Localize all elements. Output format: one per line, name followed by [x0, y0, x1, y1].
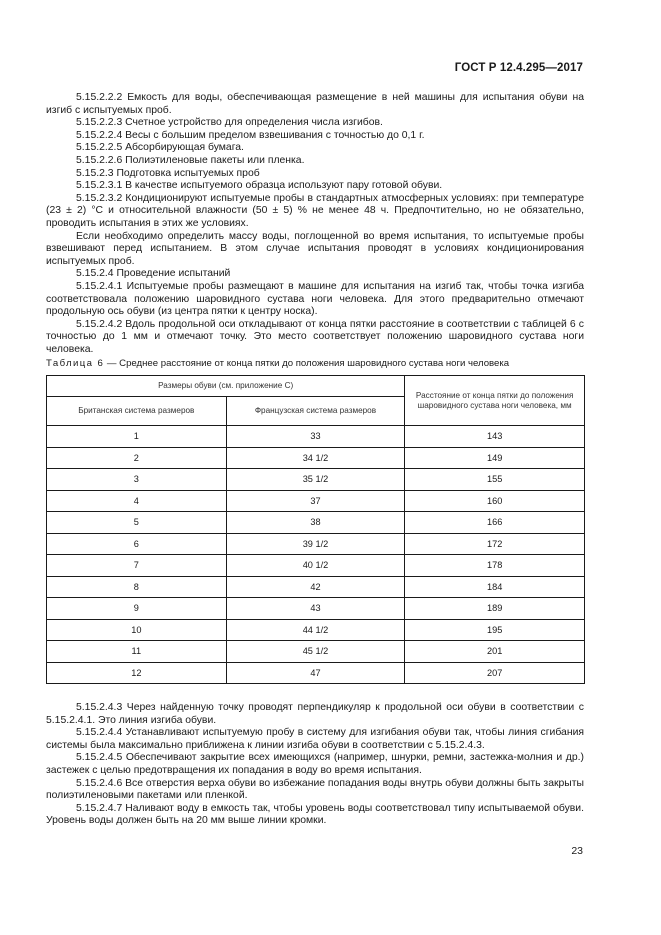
- paragraph: 5.15.2.2.5 Абсорбирующая бумага.: [76, 142, 244, 154]
- cell-french-size: 33: [226, 426, 405, 448]
- cell-french-size: 35 1/2: [226, 469, 405, 491]
- cell-british-size: 11: [47, 641, 227, 663]
- table-row: [47, 662, 585, 684]
- cell-french-size: 43: [226, 598, 405, 620]
- cell-french-size: 47: [226, 662, 405, 684]
- cell-distance-mm: 178: [405, 555, 585, 577]
- table-caption-text: — Среднее расстояние от конца пятки до положения шаровидного сустава ноги человека: [104, 358, 510, 369]
- table-row: [47, 619, 585, 641]
- header-french-sizes: Французская система размеров: [226, 397, 405, 426]
- cell-british-size: 5: [47, 512, 227, 534]
- cell-british-size: 4: [47, 490, 227, 512]
- header-shoe-sizes: Размеры обуви (см. приложение С): [47, 376, 405, 397]
- paragraph: 5.15.2.4.2 Вдоль продольной оси откладывают от конца пятки расстояние в соответствии с таблицей 6 с точностью до 1 мм и отмечают точку. Это место соответствует положению шаровидного сустава ноги человека.: [46, 318, 584, 355]
- header-distance: Расстояние от конца пятки до положения шаровидного сустава ноги человека, мм: [405, 376, 585, 426]
- cell-french-size: 38: [226, 512, 405, 534]
- cell-distance-mm: 201: [405, 641, 585, 663]
- table-row: [47, 576, 585, 598]
- table-row: [47, 533, 585, 555]
- body-text-top: [46, 92, 584, 356]
- page-number: 23: [571, 845, 583, 857]
- table-row: [47, 426, 585, 448]
- shoe-size-table: [46, 375, 585, 684]
- paragraph: 5.15.2.4.6 Все отверстия верха обуви во избежание попадания воды внутрь обуви должны быть закрыты полиэтиленовыми пакетами или пленкой.: [46, 777, 584, 802]
- document-code: ГОСТ Р 12.4.295—2017: [454, 62, 583, 74]
- table-row: [47, 512, 585, 534]
- paragraph: 5.15.2.4.5 Обеспечивают закрытие всех имеющихся (например, шнурки, ремни, застежка-молния и др.) застежек с целью предотвращения их попадания в воду во время испытания.: [46, 752, 584, 776]
- paragraph: 5.15.2.4.1 Испытуемые пробы размещают в машине для испытания на изгиб так, чтобы точка изгиба соответствовала положению шаровидного сустава ноги человека. Для этого предварительно отмечают продольную ось обуви (из центра пятки к центру носка).: [46, 280, 584, 318]
- paragraph: 5.15.2.2.3 Счетное устройство для определения числа изгибов.: [76, 117, 383, 129]
- paragraph: 5.15.2.3 Подготовка испытуемых проб: [76, 167, 260, 179]
- table-row: [47, 598, 585, 620]
- cell-french-size: 39 1/2: [226, 533, 405, 555]
- cell-british-size: 10: [47, 619, 227, 641]
- cell-distance-mm: 155: [405, 469, 585, 491]
- table-row: [47, 447, 585, 469]
- cell-french-size: 44 1/2: [226, 619, 405, 641]
- table-caption-label: Таблица 6: [46, 358, 105, 369]
- paragraph: 5.15.2.3.1 В качестве испытуемого образца используют пару готовой обуви.: [76, 180, 443, 192]
- cell-british-size: 8: [47, 576, 227, 598]
- table-row: [47, 555, 585, 577]
- table-row: [47, 469, 585, 491]
- body-text-bottom: [46, 702, 584, 828]
- table-caption: [46, 358, 586, 369]
- cell-british-size: 12: [47, 662, 227, 684]
- cell-french-size: 42: [226, 576, 405, 598]
- paragraph: Если необходимо определить массу воды, поглощенной во время испытания, то испытуемые пробы взвешивают перед испытанием. В этом случае испытания проводят в условиях кондиционирования испытуемых проб.: [46, 230, 584, 267]
- cell-french-size: 40 1/2: [226, 555, 405, 577]
- cell-british-size: 6: [47, 533, 227, 555]
- cell-british-size: 2: [47, 447, 227, 469]
- paragraph: 5.15.2.2.4 Весы с большим пределом взвешивания с точностью до 0,1 г.: [76, 129, 425, 141]
- paragraph: 5.15.2.4.7 Наливают воду в емкость так, чтобы уровень воды соответствовал типу испытываемой обуви. Уровень воды должен быть на 20 мм выше линии кромки.: [46, 802, 584, 827]
- cell-distance-mm: 189: [405, 598, 585, 620]
- cell-british-size: 3: [47, 469, 227, 491]
- cell-distance-mm: 166: [405, 512, 585, 534]
- cell-distance-mm: 149: [405, 447, 585, 469]
- table-body: [47, 426, 585, 684]
- cell-distance-mm: 143: [405, 426, 585, 448]
- cell-distance-mm: 195: [405, 619, 585, 641]
- cell-distance-mm: 172: [405, 533, 585, 555]
- paragraph: 5.15.2.4.3 Через найденную точку проводят перпендикуляр к продольной оси обуви в соответствии с 5.15.2.4.1. Это линия изгиба обуви.: [46, 702, 584, 726]
- cell-british-size: 7: [47, 555, 227, 577]
- cell-distance-mm: 184: [405, 576, 585, 598]
- paragraph: 5.15.2.4 Проведение испытаний: [76, 268, 231, 280]
- paragraph: 5.15.2.4.4 Устанавливают испытуемую пробу в систему для изгибания обуви так, чтобы линия сгибания системы была максимально приближена к линии изгиба обуви в соответствии с 5.15.2.4.3.: [46, 727, 584, 751]
- paragraph: 5.15.2.2.2 Емкость для воды, обеспечивающая размещение в ней машины для испытания обуви на изгиб с испытуемых проб.: [46, 92, 584, 116]
- paragraph: 5.15.2.2.6 Полиэтиленовые пакеты или пленка.: [76, 154, 305, 166]
- table-row: [47, 490, 585, 512]
- cell-french-size: 45 1/2: [226, 641, 405, 663]
- cell-french-size: 34 1/2: [226, 447, 405, 469]
- cell-british-size: 1: [47, 426, 227, 448]
- header-british-sizes: Британская система размеров: [47, 397, 227, 426]
- cell-british-size: 9: [47, 598, 227, 620]
- cell-distance-mm: 160: [405, 490, 585, 512]
- cell-french-size: 37: [226, 490, 405, 512]
- cell-distance-mm: 207: [405, 662, 585, 684]
- table-row: [47, 641, 585, 663]
- paragraph: 5.15.2.3.2 Кондиционируют испытуемые пробы в стандартных атмосферных условиях: при температуре (23 ± 2) °С и относительной влажности (50 ± 5) % не менее 48 ч. Предпочтительно, но не обязательно, проводить испытания в этих же условиях.: [46, 192, 584, 229]
